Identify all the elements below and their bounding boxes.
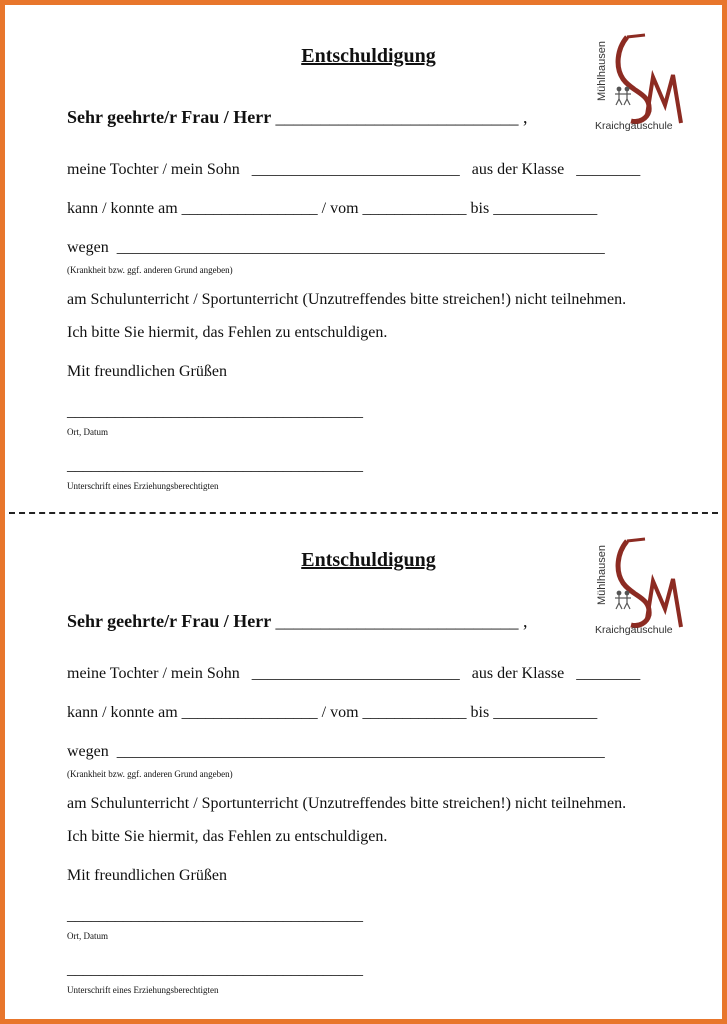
class-field[interactable]: ________ [576, 665, 641, 682]
class-field[interactable]: ________ [576, 161, 641, 178]
recipient-name-field[interactable]: ___________________________ [275, 611, 519, 631]
reason-line [67, 741, 605, 763]
closing-text: Mit freundlichen Grüßen [67, 867, 227, 884]
child-name-field[interactable]: __________________________ [251, 161, 460, 178]
guardian-signature-field[interactable]: _____________________________________ [67, 457, 363, 474]
date-label: kann / konnte am [67, 704, 178, 721]
guardian-signature-label: Unterschrift eines Erziehungsberechtigten [67, 985, 219, 995]
to-label: bis [470, 704, 490, 721]
school-logo [589, 531, 689, 639]
reason-hint: (Krankheit bzw. ggf. anderen Grund angeben) [67, 769, 233, 779]
lesson-text: am Schulunterricht / Sportunterricht (Unzutreffendes bitte streichen!) nicht teilnehmen. [67, 795, 627, 812]
logo-bottom-text: Kraichgauschule [595, 120, 673, 132]
class-label: aus der Klasse [471, 161, 565, 178]
excuse-slip-bottom [5, 509, 722, 1009]
class-label: aus der Klasse [471, 665, 565, 682]
from-field[interactable]: _____________ [362, 704, 467, 721]
request-text: Ich bitte Sie hiermit, das Fehlen zu entschuldigen. [67, 324, 388, 341]
request-text: Ich bitte Sie hiermit, das Fehlen zu entschuldigen. [67, 828, 388, 845]
salutation-line [67, 105, 527, 129]
reason-hint: (Krankheit bzw. ggf. anderen Grund angeben) [67, 265, 233, 275]
to-field[interactable]: _____________ [493, 200, 598, 217]
child-name-field[interactable]: __________________________ [251, 665, 460, 682]
place-date-field[interactable]: _____________________________________ [67, 403, 363, 420]
logo-vertical-text: Mühlhausen [596, 545, 608, 605]
date-field[interactable]: _________________ [181, 200, 318, 217]
recipient-name-field[interactable]: ___________________________ [275, 107, 519, 127]
salutation-line [67, 609, 527, 633]
logo-bottom-text: Kraichgauschule [595, 624, 673, 636]
lesson-text: am Schulunterricht / Sportunterricht (Unzutreffendes bitte streichen!) nicht teilnehmen. [67, 291, 627, 308]
date-field[interactable]: _________________ [181, 704, 318, 721]
to-label: bis [470, 200, 490, 217]
school-logo-icon [589, 531, 689, 639]
from-label: / vom [321, 200, 359, 217]
guardian-signature-field[interactable]: _____________________________________ [67, 961, 363, 978]
school-logo [589, 27, 689, 135]
date-line [67, 198, 597, 220]
form-title: Entschuldigung [301, 549, 436, 571]
place-date-label: Ort, Datum [67, 931, 108, 941]
from-label: / vom [321, 704, 359, 721]
excuse-slip-top [5, 5, 722, 505]
child-label: meine Tochter / mein Sohn [67, 161, 240, 178]
child-line [67, 159, 640, 181]
reason-label: wegen [67, 239, 109, 256]
guardian-signature-label: Unterschrift eines Erziehungsberechtigten [67, 481, 219, 491]
date-line [67, 702, 597, 724]
salutation-comma: , [522, 611, 528, 631]
reason-field[interactable]: _____________________________________________________________ [116, 239, 605, 256]
reason-field[interactable]: _____________________________________________________________ [116, 743, 605, 760]
place-date-label: Ort, Datum [67, 427, 108, 437]
to-field[interactable]: _____________ [493, 704, 598, 721]
child-line [67, 663, 640, 685]
child-label: meine Tochter / mein Sohn [67, 665, 240, 682]
place-date-field[interactable]: _____________________________________ [67, 907, 363, 924]
school-logo-icon [589, 27, 689, 135]
closing-text: Mit freundlichen Grüßen [67, 363, 227, 380]
form-title: Entschuldigung [301, 45, 436, 67]
logo-vertical-text: Mühlhausen [596, 41, 608, 101]
salutation-label: Sehr geehrte/r Frau / Herr [67, 611, 271, 631]
date-label: kann / konnte am [67, 200, 178, 217]
salutation-comma: , [522, 107, 528, 127]
from-field[interactable]: _____________ [362, 200, 467, 217]
reason-line [67, 237, 605, 259]
salutation-label: Sehr geehrte/r Frau / Herr [67, 107, 271, 127]
reason-label: wegen [67, 743, 109, 760]
